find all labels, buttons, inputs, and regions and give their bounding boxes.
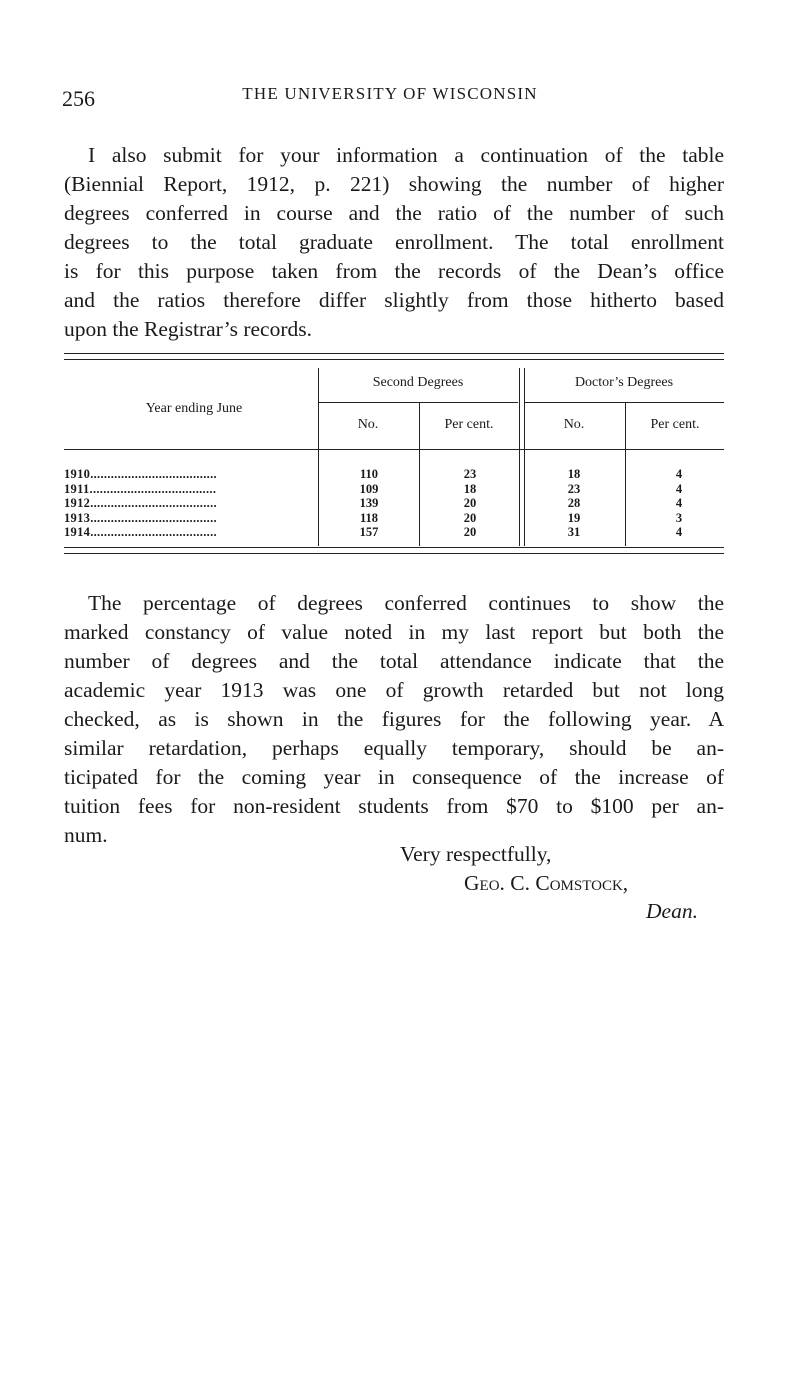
text-line: The percentage of degrees conferred continues to show the [88,591,724,615]
table-cell: 4 [675,525,683,539]
table-cell: 157 [359,525,379,539]
doctor-no-header: No. [563,417,585,432]
text-line: num. [64,823,108,847]
table-row-year: 1914..................................... [64,525,217,539]
text-line: upon the Registrar’s records. [64,317,312,341]
text-line: number of degrees and the total attendance indicate that the [64,649,724,673]
table-cell: 23 [463,467,477,481]
text-line: ticipated for the coming year in consequence of the increase of [64,765,724,789]
table-cell: 4 [675,467,683,481]
table-cell: 3 [675,510,683,525]
text-line: (Biennial Report, 1912, p. 221) showing the number of higher [64,172,724,196]
second-percent-column [440,467,500,540]
second-no-column [339,467,399,540]
table-cell: 139 [359,496,379,510]
second-percent-header: Per cent. [444,417,494,432]
table-row-year: 1910..................................... [64,467,217,481]
text-line: academic year 1913 was one of growth retarded but not long [64,678,724,702]
doctor-no-column [544,467,604,540]
table-cell: 4 [675,496,683,510]
running-head: THE UNIVERSITY OF WISCONSIN [242,84,538,103]
text-line: tuition fees for non-resident students from $70 to $100 per an- [64,794,724,818]
text-line: and the ratios therefore differ slightly from those hitherto based [64,288,724,312]
text-line: degrees to the total graduate enrollment. The total enrollment [64,230,724,254]
year-column [64,467,314,540]
table-cell: 4 [675,481,683,496]
table-row-year: 1911..................................... [64,481,217,496]
salutation: Very respectfully, [400,842,552,866]
table-cell: 28 [567,496,581,510]
table-cell: 23 [567,481,581,496]
table-cell: 18 [463,481,477,496]
signatory-name: Geo. C. Comstock, [464,871,629,895]
paragraph-conclusion [64,589,724,850]
table-cell: 31 [567,525,581,539]
second-degrees-header: Second Degrees [372,375,464,390]
signatory-title: Dean. [646,899,698,923]
table-cell: 20 [463,525,477,539]
text-line: marked constancy of value noted in my last report but both the [64,620,724,644]
table-cell: 20 [463,496,477,510]
page-number: 256 [62,86,95,111]
table-cell: 18 [567,467,581,481]
text-line: is for this purpose taken from the records of the Dean’s office [64,259,724,283]
doctors-degrees-header: Doctor’s Degrees [574,375,674,390]
table-cell: 19 [567,510,581,525]
text-line: checked, as is shown in the figures for the following year. A [64,707,724,731]
table-row-year: 1912..................................... [64,496,217,510]
degrees-table [64,353,724,563]
paragraph-intro [64,141,724,344]
table-row-year: 1913..................................... [64,510,217,525]
doctor-percent-column [649,467,709,540]
text-line: I also submit for your information a continuation of the table [88,143,724,167]
table-cell: 110 [359,467,379,481]
table-cell: 109 [359,481,379,496]
table-cell: 20 [463,510,477,525]
text-line: degrees conferred in course and the ratio of the number of such [64,201,724,225]
year-header: Year ending June [145,401,243,416]
text-line: similar retardation, perhaps equally temporary, should be an- [64,736,724,760]
second-no-header: No. [357,417,379,432]
doctor-percent-header: Per cent. [650,417,700,432]
table-cell: 118 [359,510,379,525]
